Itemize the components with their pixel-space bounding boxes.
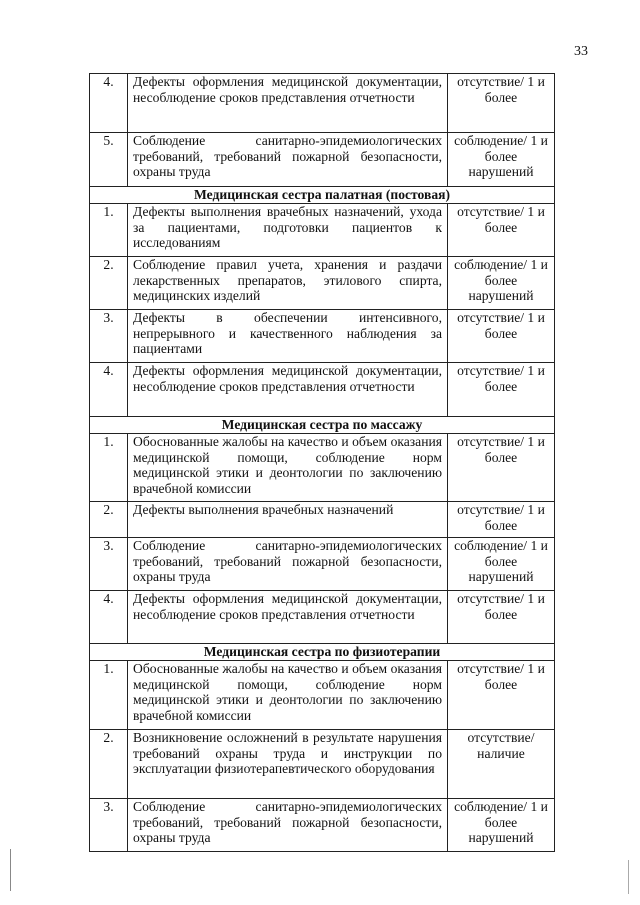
row-number: 1. [90,434,128,502]
row-number: 4. [90,74,128,133]
criterion-result: соблюдение/ 1 и более нарушений [448,799,555,852]
criterion-text: Соблюдение санитарно-эпидемиологических требований, требований пожарной безопасности, охраны труда [128,799,448,852]
section-title: Медицинская сестра по массажу [90,417,555,434]
row-number: 3. [90,310,128,363]
section-header-row [90,187,555,204]
criterion-result: отсутствие/ 1 и более [448,434,555,502]
table-row [90,74,555,133]
criterion-result: соблюдение/ 1 и более нарушений [448,257,555,310]
table-row [90,661,555,730]
criterion-text: Дефекты в обеспечении интенсивного, непрерывного и качественного наблюдения за пациентами [128,310,448,363]
criterion-result: отсутствие/ 1 и более [448,204,555,257]
table-row [90,310,555,363]
row-number: 3. [90,799,128,852]
row-number: 3. [90,538,128,591]
table-row [90,133,555,187]
section-title: Медицинская сестра палатная (постовая) [90,187,555,204]
criterion-result: отсутствие/ 1 и более [448,661,555,730]
row-number: 5. [90,133,128,187]
scan-artifact-line [628,860,629,894]
table-row [90,538,555,591]
table-row [90,204,555,257]
row-number: 1. [90,661,128,730]
criterion-result: отсутствие/ 1 и более [448,74,555,133]
table-row [90,257,555,310]
row-number: 2. [90,502,128,538]
row-number: 4. [90,591,128,644]
criterion-text: Соблюдение санитарно-эпидемиологических требований, требований пожарной безопасности, охраны труда [128,133,448,187]
row-number: 1. [90,204,128,257]
criterion-result: отсутствие/ наличие [448,730,555,799]
section-title: Медицинская сестра по физиотерапии [90,644,555,661]
criterion-text: Дефекты оформления медицинской документации, несоблюдение сроков представления отчетности [128,363,448,417]
criterion-text: Дефекты выполнения врачебных назначений, ухода за пациентами, подготовки пациентов к исследованиям [128,204,448,257]
criterion-text: Дефекты оформления медицинской документации, несоблюдение сроков представления отчетности [128,74,448,133]
criterion-result: отсутствие/ 1 и более [448,502,555,538]
section-header-row [90,644,555,661]
criterion-result: отсутствие/ 1 и более [448,363,555,417]
table-row [90,730,555,799]
table-row [90,502,555,538]
criterion-text: Обоснованные жалобы на качество и объем оказания медицинской помощи, соблюдение норм медицинской этики и деонтологии по заключению врачебной комиссии [128,434,448,502]
criterion-text: Соблюдение санитарно-эпидемиологических требований, требований пожарной безопасности, охраны труда [128,538,448,591]
criterion-text: Дефекты выполнения врачебных назначений [128,502,448,538]
table-row [90,799,555,852]
table-row [90,591,555,644]
criterion-text: Соблюдение правил учета, хранения и раздачи лекарственных препаратов, этилового спирта, медицинских изделий [128,257,448,310]
criteria-table [89,73,555,852]
scan-artifact-line [10,849,11,891]
criterion-text: Обоснованные жалобы на качество и объем оказания медицинской помощи, соблюдение норм медицинской этики и деонтологии по заключению врачебной комиссии [128,661,448,730]
criterion-text: Дефекты оформления медицинской документации, несоблюдение сроков представления отчетности [128,591,448,644]
row-number: 2. [90,257,128,310]
criterion-result: отсутствие/ 1 и более [448,310,555,363]
criterion-result: соблюдение/ 1 и более нарушений [448,133,555,187]
row-number: 2. [90,730,128,799]
table-row [90,434,555,502]
section-header-row [90,417,555,434]
criterion-result: отсутствие/ 1 и более [448,591,555,644]
row-number: 4. [90,363,128,417]
criterion-result: соблюдение/ 1 и более нарушений [448,538,555,591]
page-number: 33 [574,44,588,59]
criterion-text: Возникновение осложнений в результате нарушения требований охраны труда и инструкции по эксплуатации физиотерапевтического оборудования [128,730,448,799]
table-row [90,363,555,417]
